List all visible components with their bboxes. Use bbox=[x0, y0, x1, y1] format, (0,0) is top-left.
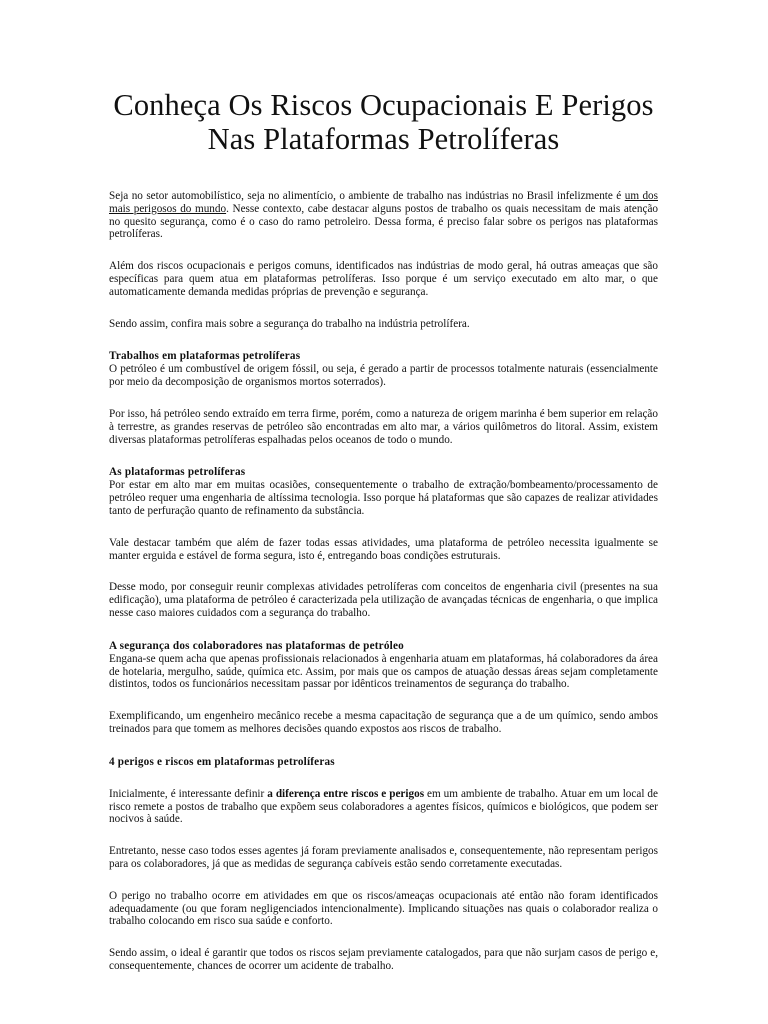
section1-paragraph-2: Por isso, há petróleo sendo extraído em terra firme, porém, como a natureza de origem marinha é bem superior em relação à terrestre, as grandes reservas de petróleo são encontradas em alto mar, a vários quilômetros do litoral. Assim, existem diversas plataformas petrolíferas espalhadas pelos oceanos de todo o mundo. bbox=[109, 407, 658, 446]
difference-risks-dangers-emphasis: a diferença entre riscos e perigos bbox=[267, 787, 425, 800]
section3-paragraph-2: Exemplificando, um engenheiro mecânico recebe a mesma capacitação de segurança que a de um químico, sendo ambos treinados para que tomem as melhores decisões quando expostos aos riscos de trabalho. bbox=[109, 710, 658, 735]
section4-p1-text-after: em um ambiente de trabalho. Atuar em um local de risco remete a postos de trabalho que expõem seus colaboradores a agentes físicos, químicos e biológicos, que podem ser nocivos à saúde. bbox=[109, 787, 658, 826]
section4-paragraph-1 bbox=[109, 788, 658, 826]
section3-paragraph-1: Engana-se quem acha que apenas profissionais relacionados à engenharia atuam em plataformas, há colaboradores da área de hotelaria, mergulho, saúde, química etc. Assim, por mais que os campos de atuação dessas áreas sejam completamente distintos, todos os funcionários necessitam passar por idênticos treinamentos de segurança do trabalho. bbox=[109, 652, 658, 691]
section4-paragraph-3: O perigo no trabalho ocorre em atividades em que os riscos/ameaças ocupacionais até então não foram identificados adequadamente (ou que foram negligenciados intencionalmente). Implicando situações nas quais o colaborador realiza o trabalho colocando em risco sua saúde e conforto. bbox=[109, 889, 658, 928]
section2-paragraph-1: Por estar em alto mar em muitas ocasiões, consequentemente o trabalho de extração/bombeamento/processamento de petróleo requer uma engenharia de altíssima tecnologia. Isso porque há plataformas que são capazes de realizar atividades tanto de perfuração quanto de refinamento da substância. bbox=[109, 479, 658, 517]
intro-p1-text-after: . Nesse contexto, cabe destacar alguns postos de trabalho os quais necessitam de mais atenção no quesito segurança, como é o caso do ramo petroleiro. Dessa forma, é preciso falar sobre os perigos nas plataformas petrolíferas. bbox=[109, 202, 659, 241]
section-heading-seguranca: A segurança dos colaboradores nas plataformas de petróleo bbox=[109, 639, 404, 652]
section-heading-plataformas: As plataformas petrolíferas bbox=[109, 466, 246, 479]
section-heading-trabalhos: Trabalhos em plataformas petrolíferas bbox=[109, 350, 301, 363]
section4-paragraph-4: Sendo assim, o ideal é garantir que todos os riscos sejam previamente catalogados, para que não surjam casos de perigo e, consequentemente, chances de ocorrer um acidente de trabalho. bbox=[109, 947, 658, 972]
section4-paragraph-2: Entretanto, nesse caso todos esses agentes já foram previamente analisados e, consequentemente, não representam perigos para os colaboradores, já que as medidas de segurança cabíveis estão sendo corretamente executadas. bbox=[109, 845, 658, 870]
section-heading-perigos: 4 perigos e riscos em plataformas petrolíferas bbox=[109, 755, 335, 768]
intro-paragraph-2: Além dos riscos ocupacionais e perigos comuns, identificados nas indústrias de modo geral, há outras ameaças que são específicas para quem atua em plataformas petrolíferas. Isso porque é um serviço executado em alto mar, o que automaticamente demanda medidas próprias de prevenção e segurança. bbox=[109, 260, 658, 298]
document-title: Conheça Os Riscos Ocupacionais E Perigos Nas Plataformas Petrolíferas bbox=[113, 88, 654, 156]
section4-p1-text-before: Inicialmente, é interessante definir bbox=[109, 787, 268, 800]
intro-paragraph-3: Sendo assim, confira mais sobre a segurança do trabalho na indústria petrolífera. bbox=[109, 317, 470, 330]
section2-paragraph-3: Desse modo, por conseguir reunir complexas atividades petrolíferas com conceitos de engenharia civil (presentes na sua edificação), uma plataforma de petróleo é caracterizada pela utilização de avançadas técnicas de engenharia, o que implica nesse caso maiores cuidados com a segurança do trabalho. bbox=[109, 581, 658, 619]
dangerous-industries-link[interactable]: um dos mais perigosos do mundo bbox=[109, 190, 658, 215]
intro-paragraph-1 bbox=[109, 190, 658, 241]
section2-paragraph-2: Vale destacar também que além de fazer todas essas atividades, uma plataforma de petróleo necessita igualmente se manter erguida e estável de forma segura, isto é, entregando boas condições estruturais. bbox=[109, 536, 658, 562]
document-page bbox=[109, 0, 658, 973]
section1-paragraph-1: O petróleo é um combustível de origem fóssil, ou seja, é gerado a partir de processos totalmente naturais (essencialmente por meio da decomposição de organismos mortos soterrados). bbox=[109, 363, 658, 389]
intro-p1-text-before: Seja no setor automobilístico, seja no alimentício, o ambiente de trabalho nas indústrias no Brasil infelizmente é bbox=[109, 190, 625, 202]
